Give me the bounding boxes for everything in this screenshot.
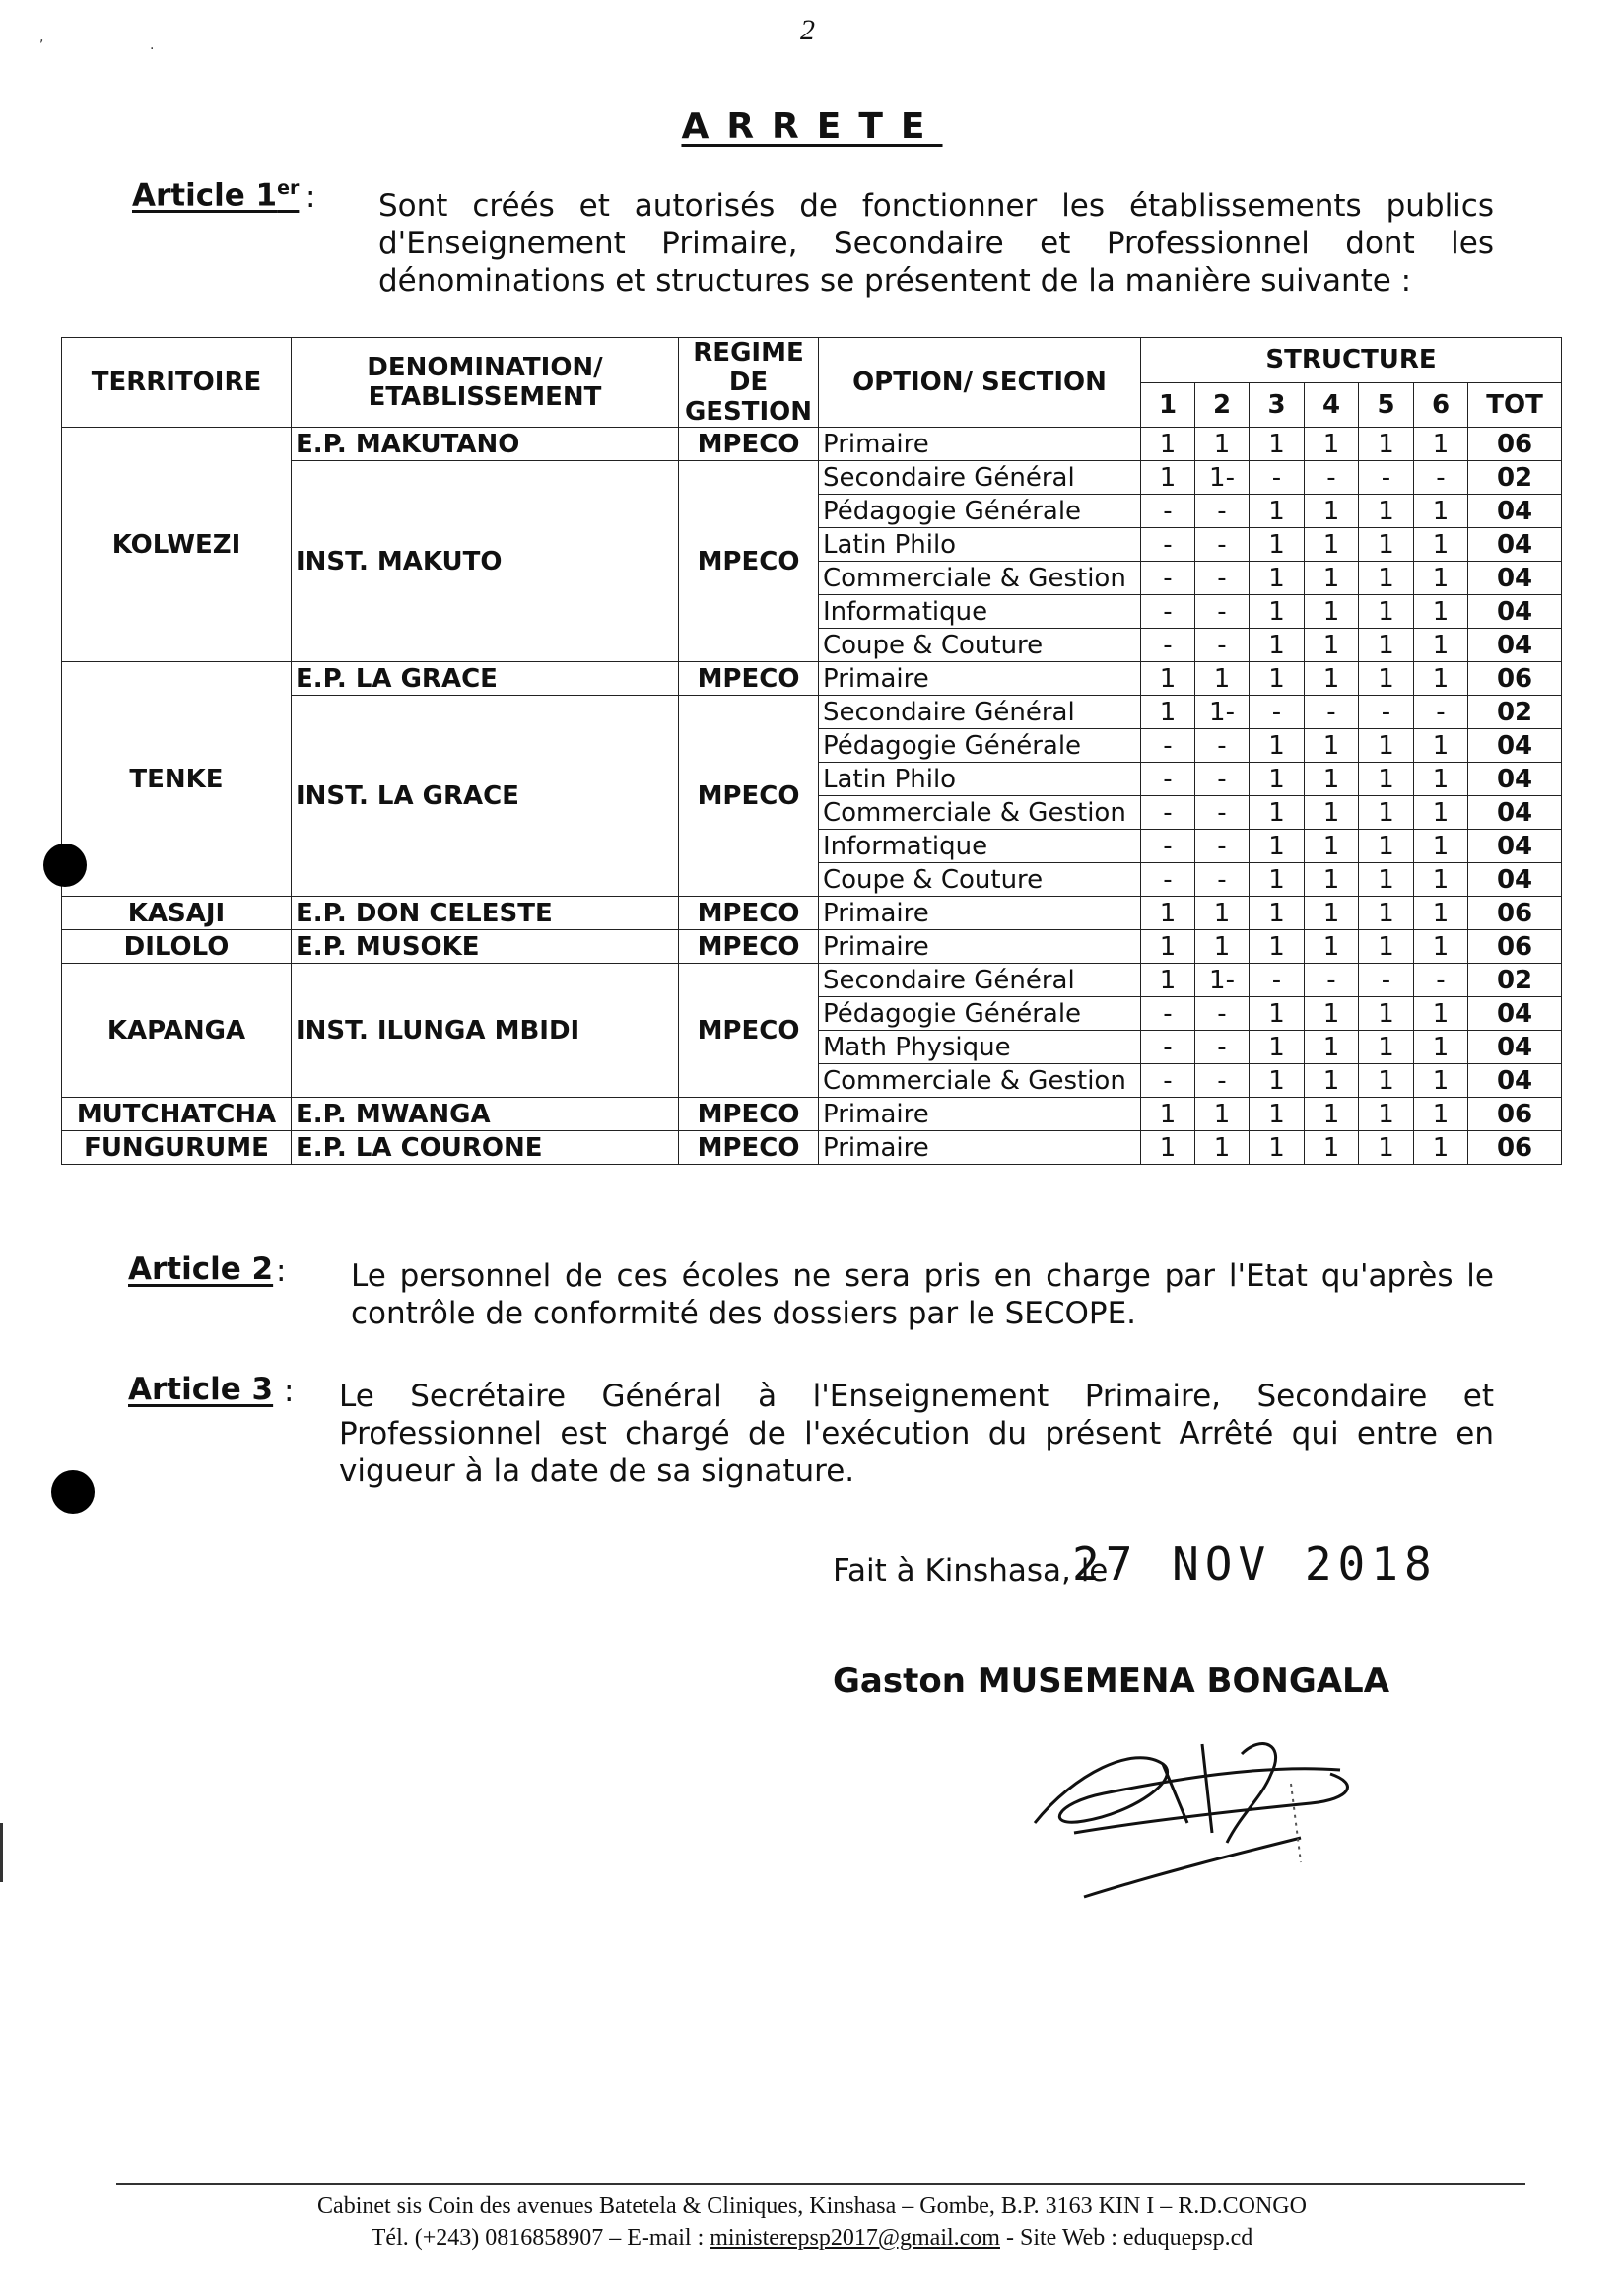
article-2-colon: : (276, 1253, 287, 1289)
cell-level: 1 (1359, 1131, 1414, 1165)
cell-level: 1 (1250, 830, 1305, 863)
cell-level: - (1414, 696, 1468, 729)
cell-level: 1 (1414, 629, 1468, 662)
cell-level: 1 (1305, 562, 1359, 595)
cell-level: 1 (1250, 528, 1305, 562)
cell-level: 1 (1359, 863, 1414, 897)
signatory-name: Gaston MUSEMENA BONGALA (833, 1661, 1390, 1701)
header-option: OPTION/ SECTION (819, 338, 1141, 428)
cell-option: Primaire (819, 930, 1141, 964)
cell-level: - (1195, 629, 1250, 662)
cell-level: 1 (1141, 461, 1195, 495)
cell-level: 1 (1250, 428, 1305, 461)
cell-total: 06 (1468, 897, 1562, 930)
cell-level: 1 (1414, 495, 1468, 528)
cell-level: 1 (1305, 830, 1359, 863)
cell-level: 1 (1359, 629, 1414, 662)
cell-establishment: E.P. LA GRACE (292, 662, 679, 696)
cell-level: - (1141, 763, 1195, 796)
cell-option: Pédagogie Générale (819, 997, 1141, 1031)
cell-level: 1 (1195, 1131, 1250, 1165)
scan-edge (0, 1823, 3, 1882)
header-level: 4 (1305, 382, 1359, 428)
handwritten-signature (1015, 1705, 1380, 1902)
cell-level: 1 (1250, 897, 1305, 930)
cell-regime: MPECO (679, 964, 819, 1098)
cell-level: 1 (1250, 595, 1305, 629)
cell-level: 1 (1414, 830, 1468, 863)
cell-option: Informatique (819, 830, 1141, 863)
cell-option: Informatique (819, 595, 1141, 629)
article-1-text: Sont créés et autorisés de fonctionner les établissements publics d'Enseignement Primaire, Secondaire et Professionnel dont les dénominations et structures se présentent de la manière suivante : (378, 188, 1494, 299)
cell-total: 06 (1468, 428, 1562, 461)
cell-level: - (1141, 796, 1195, 830)
cell-total: 04 (1468, 997, 1562, 1031)
cell-level: 1 (1359, 1098, 1414, 1131)
cell-level: - (1195, 796, 1250, 830)
cell-total: 04 (1468, 595, 1562, 629)
cell-level: 1 (1359, 528, 1414, 562)
header-level: 2 (1195, 382, 1250, 428)
signed-date-stamp: 27 NOV 2018 (1072, 1537, 1438, 1590)
cell-level: 1 (1414, 729, 1468, 763)
cell-total: 06 (1468, 1131, 1562, 1165)
cell-level: 1 (1195, 428, 1250, 461)
cell-territoire: KOLWEZI (62, 428, 292, 662)
cell-level: 1 (1141, 428, 1195, 461)
cell-level: 1 (1305, 863, 1359, 897)
cell-level: 1 (1141, 897, 1195, 930)
cell-total: 04 (1468, 796, 1562, 830)
cell-level: 1- (1195, 696, 1250, 729)
cell-option: Secondaire Général (819, 964, 1141, 997)
cell-option: Primaire (819, 428, 1141, 461)
cell-total: 04 (1468, 1031, 1562, 1064)
cell-level: - (1359, 964, 1414, 997)
cell-regime: MPECO (679, 696, 819, 897)
cell-level: 1 (1414, 662, 1468, 696)
article-2-label: Article 2 (128, 1251, 274, 1287)
cell-level: 1 (1305, 930, 1359, 964)
cell-level: - (1141, 595, 1195, 629)
cell-level: 1 (1250, 629, 1305, 662)
cell-regime: MPECO (679, 897, 819, 930)
cell-level: 1 (1141, 1098, 1195, 1131)
cell-territoire: KAPANGA (62, 964, 292, 1098)
cell-level: - (1195, 595, 1250, 629)
cell-level: 1 (1414, 595, 1468, 629)
cell-level: - (1141, 528, 1195, 562)
cell-territoire: FUNGURUME (62, 1131, 292, 1165)
header-level: 5 (1359, 382, 1414, 428)
footer-address: Cabinet sis Coin des avenues Batetela & Cliniques, Kinshasa – Gombe, B.P. 3163 KIN I – R.D.CONGO (317, 2194, 1307, 2219)
cell-territoire: DILOLO (62, 930, 292, 964)
cell-level: 1 (1414, 763, 1468, 796)
cell-total: 04 (1468, 562, 1562, 595)
cell-level: 1 (1305, 1131, 1359, 1165)
cell-level: 1 (1250, 1131, 1305, 1165)
cell-establishment: E.P. MUSOKE (292, 930, 679, 964)
cell-level: 1 (1195, 897, 1250, 930)
cell-level: 1 (1195, 930, 1250, 964)
cell-option: Secondaire Général (819, 461, 1141, 495)
cell-establishment: INST. MAKUTO (292, 461, 679, 662)
cell-level: 1 (1305, 662, 1359, 696)
cell-regime: MPECO (679, 930, 819, 964)
cell-regime: MPECO (679, 461, 819, 662)
cell-option: Coupe & Couture (819, 629, 1141, 662)
cell-level: 1 (1250, 863, 1305, 897)
cell-level: - (1141, 830, 1195, 863)
cell-level: 1 (1359, 1064, 1414, 1098)
cell-level: - (1305, 461, 1359, 495)
cell-option: Commerciale & Gestion (819, 1064, 1141, 1098)
cell-option: Pédagogie Générale (819, 495, 1141, 528)
cell-level: 1 (1250, 1098, 1305, 1131)
cell-total: 02 (1468, 696, 1562, 729)
cell-level: 1 (1195, 662, 1250, 696)
cell-level: - (1141, 495, 1195, 528)
cell-total: 04 (1468, 830, 1562, 863)
cell-level: 1 (1359, 796, 1414, 830)
header-territoire: TERRITOIRE (62, 338, 292, 428)
document-title: ARRETE (681, 106, 943, 147)
table-row (62, 1098, 1562, 1131)
article-1-label: Article 1er (132, 177, 300, 214)
table-row (62, 428, 1562, 461)
cell-establishment: E.P. MWANGA (292, 1098, 679, 1131)
cell-regime: MPECO (679, 428, 819, 461)
cell-level: - (1141, 997, 1195, 1031)
cell-level: 1 (1141, 662, 1195, 696)
cell-total: 06 (1468, 662, 1562, 696)
cell-level: - (1195, 997, 1250, 1031)
punch-hole (51, 1470, 95, 1514)
cell-level: - (1195, 1064, 1250, 1098)
cell-total: 02 (1468, 964, 1562, 997)
cell-total: 04 (1468, 729, 1562, 763)
signed-place: Fait à Kinshasa, le (833, 1553, 1109, 1588)
cell-level: 1 (1359, 595, 1414, 629)
cell-total: 04 (1468, 1064, 1562, 1098)
cell-total: 04 (1468, 528, 1562, 562)
cell-level: - (1195, 562, 1250, 595)
cell-total: 04 (1468, 629, 1562, 662)
cell-territoire: KASAJI (62, 897, 292, 930)
table-row (62, 897, 1562, 930)
cell-level: 1 (1305, 796, 1359, 830)
cell-total: 04 (1468, 495, 1562, 528)
cell-regime: MPECO (679, 1131, 819, 1165)
cell-level: - (1141, 1064, 1195, 1098)
footer-tel: Tél. (+243) 0816858907 – E-mail : (371, 2225, 705, 2251)
page-number: 2 (800, 14, 815, 46)
cell-level: - (1359, 461, 1414, 495)
cell-level: - (1359, 696, 1414, 729)
cell-level: 1 (1359, 763, 1414, 796)
cell-establishment: INST. LA GRACE (292, 696, 679, 897)
cell-level: - (1250, 696, 1305, 729)
table-row (62, 1131, 1562, 1165)
cell-level: 1 (1195, 1098, 1250, 1131)
cell-total: 06 (1468, 1098, 1562, 1131)
cell-level: 1 (1414, 528, 1468, 562)
cell-level: 1 (1359, 897, 1414, 930)
header-level: 1 (1141, 382, 1195, 428)
cell-level: 1 (1141, 1131, 1195, 1165)
cell-level: 1 (1305, 595, 1359, 629)
cell-level: 1 (1414, 1131, 1468, 1165)
scan-mark: · (150, 41, 155, 57)
cell-level: 1 (1414, 997, 1468, 1031)
header-level: 3 (1250, 382, 1305, 428)
punch-hole (43, 844, 87, 887)
cell-level: 1 (1359, 930, 1414, 964)
cell-level: 1 (1305, 1064, 1359, 1098)
cell-territoire: MUTCHATCHA (62, 1098, 292, 1131)
cell-level: 1 (1359, 997, 1414, 1031)
cell-total: 04 (1468, 763, 1562, 796)
cell-level: 1 (1305, 428, 1359, 461)
cell-level: - (1195, 830, 1250, 863)
cell-level: 1 (1414, 428, 1468, 461)
cell-total: 04 (1468, 863, 1562, 897)
cell-establishment: E.P. MAKUTANO (292, 428, 679, 461)
footer-rule (116, 2183, 1525, 2185)
cell-level: 1 (1414, 796, 1468, 830)
footer-email[interactable]: ministerepsp2017@gmail.com (710, 2225, 1000, 2251)
header-level: 6 (1414, 382, 1468, 428)
cell-level: 1 (1141, 930, 1195, 964)
article-3-text: Le Secrétaire Général à l'Enseignement Primaire, Secondaire et Professionnel est chargé de l'exécution du présent Arrêté qui entre en vigueur à la date de sa signature. (339, 1379, 1494, 1489)
cell-territoire: TENKE (62, 662, 292, 897)
cell-establishment: E.P. DON CELESTE (292, 897, 679, 930)
cell-level: 1 (1414, 1098, 1468, 1131)
cell-level: - (1195, 729, 1250, 763)
structure-table (61, 337, 1562, 1165)
cell-level: 1 (1359, 662, 1414, 696)
cell-option: Primaire (819, 1098, 1141, 1131)
cell-level: - (1141, 729, 1195, 763)
cell-option: Primaire (819, 1131, 1141, 1165)
table-row (62, 930, 1562, 964)
cell-level: 1 (1250, 1031, 1305, 1064)
cell-level: 1 (1250, 997, 1305, 1031)
cell-level: 1 (1305, 1098, 1359, 1131)
cell-option: Math Physique (819, 1031, 1141, 1064)
cell-level: 1 (1414, 930, 1468, 964)
scan-mark: , (39, 30, 44, 45)
cell-level: - (1195, 1031, 1250, 1064)
cell-level: - (1250, 964, 1305, 997)
cell-total: 02 (1468, 461, 1562, 495)
cell-level: 1 (1414, 1064, 1468, 1098)
cell-level: - (1195, 495, 1250, 528)
cell-level: 1 (1359, 729, 1414, 763)
cell-level: 1- (1195, 461, 1250, 495)
header-structure: STRUCTURE (1141, 338, 1562, 383)
cell-option: Secondaire Général (819, 696, 1141, 729)
cell-level: - (1414, 964, 1468, 997)
footer-site: - Site Web : eduquepsp.cd (1005, 2225, 1253, 2251)
cell-level: 1 (1305, 997, 1359, 1031)
cell-level: 1 (1305, 495, 1359, 528)
cell-level: - (1141, 562, 1195, 595)
header-regime: REGIME DE GESTION (679, 338, 819, 428)
cell-level: 1 (1414, 562, 1468, 595)
cell-option: Latin Philo (819, 528, 1141, 562)
cell-level: 1 (1305, 528, 1359, 562)
cell-option: Latin Philo (819, 763, 1141, 796)
cell-option: Commerciale & Gestion (819, 796, 1141, 830)
cell-level: 1- (1195, 964, 1250, 997)
cell-total: 06 (1468, 930, 1562, 964)
cell-option: Pédagogie Générale (819, 729, 1141, 763)
cell-level: 1 (1250, 1064, 1305, 1098)
cell-level: - (1305, 696, 1359, 729)
cell-regime: MPECO (679, 1098, 819, 1131)
cell-level: - (1195, 528, 1250, 562)
cell-level: 1 (1250, 796, 1305, 830)
cell-level: 1 (1305, 629, 1359, 662)
cell-level: 1 (1305, 729, 1359, 763)
cell-level: 1 (1250, 763, 1305, 796)
cell-level: 1 (1250, 729, 1305, 763)
header-total: TOT (1468, 382, 1562, 428)
cell-level: 1 (1359, 1031, 1414, 1064)
cell-level: - (1195, 863, 1250, 897)
cell-level: 1 (1305, 1031, 1359, 1064)
header-denomination: DENOMINATION/ ETABLISSEMENT (292, 338, 679, 428)
cell-level: 1 (1359, 830, 1414, 863)
cell-level: - (1141, 629, 1195, 662)
cell-level: 1 (1359, 495, 1414, 528)
table-row (62, 964, 1562, 997)
cell-option: Coupe & Couture (819, 863, 1141, 897)
cell-level: 1 (1305, 897, 1359, 930)
article-2-text: Le personnel de ces écoles ne sera pris en charge par l'Etat qu'après le contrôle de conformité des dossiers par le SECOPE. (351, 1258, 1494, 1331)
cell-establishment: E.P. LA COURONE (292, 1131, 679, 1165)
cell-level: 1 (1414, 863, 1468, 897)
cell-level: - (1414, 461, 1468, 495)
cell-option: Commerciale & Gestion (819, 562, 1141, 595)
footer-contact (0, 2225, 1624, 2252)
cell-establishment: INST. ILUNGA MBIDI (292, 964, 679, 1098)
table-row (62, 662, 1562, 696)
article-3-colon: : (284, 1374, 295, 1409)
cell-level: 1 (1250, 662, 1305, 696)
cell-level: - (1141, 863, 1195, 897)
cell-option: Primaire (819, 662, 1141, 696)
cell-level: 1 (1141, 964, 1195, 997)
cell-regime: MPECO (679, 662, 819, 696)
cell-level: 1 (1359, 428, 1414, 461)
cell-level: 1 (1250, 562, 1305, 595)
cell-level: 1 (1250, 495, 1305, 528)
cell-level: 1 (1414, 897, 1468, 930)
article-1-colon: : (305, 179, 316, 215)
cell-option: Primaire (819, 897, 1141, 930)
cell-level: 1 (1305, 763, 1359, 796)
article-3-label: Article 3 (128, 1372, 274, 1407)
cell-level: - (1250, 461, 1305, 495)
cell-level: 1 (1359, 562, 1414, 595)
cell-level: 1 (1141, 696, 1195, 729)
cell-level: 1 (1414, 1031, 1468, 1064)
cell-level: 1 (1250, 930, 1305, 964)
cell-level: - (1305, 964, 1359, 997)
cell-level: - (1195, 763, 1250, 796)
cell-level: - (1141, 1031, 1195, 1064)
